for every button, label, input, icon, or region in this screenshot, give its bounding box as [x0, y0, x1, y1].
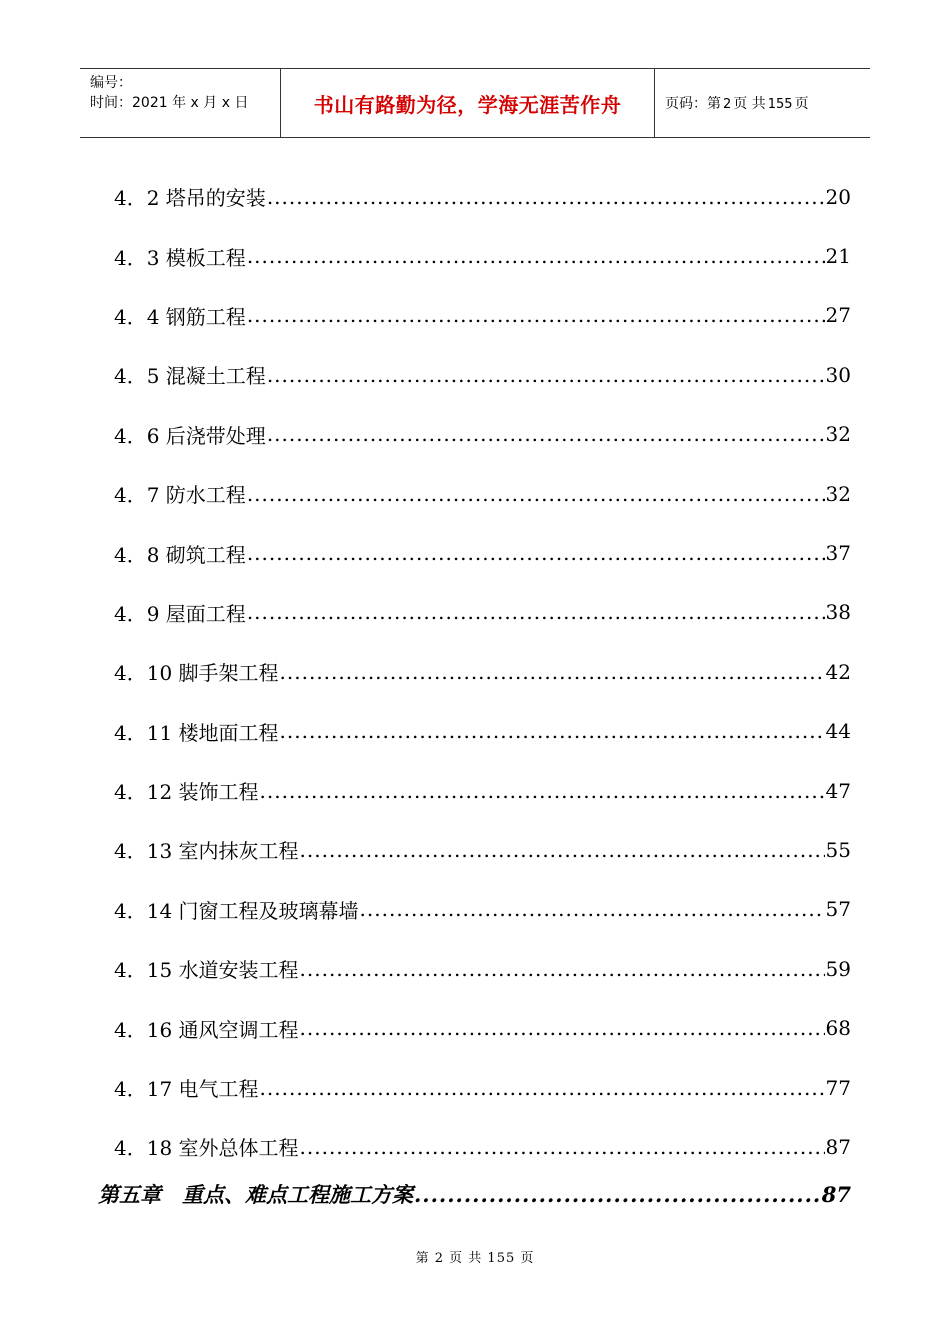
toc-entry[interactable] — [114, 1058, 851, 1117]
dot-leader — [247, 303, 825, 327]
page-number: 2 — [723, 97, 732, 112]
toc-entry-label: 4．5 混凝土工程 — [114, 364, 266, 389]
toc-entry[interactable] — [114, 523, 851, 582]
toc-entry[interactable] — [114, 880, 851, 939]
header-page-info — [655, 69, 870, 137]
toc-entry-label: 4．17 电气工程 — [114, 1077, 259, 1102]
toc-entry-label: 4．4 钢筋工程 — [114, 304, 246, 329]
dot-leader — [267, 363, 825, 387]
toc-entry-label: 4．14 门窗工程及玻璃幕墙 — [114, 898, 359, 923]
toc-entry-label: 4．15 水道安装工程 — [114, 958, 299, 983]
page-header — [80, 68, 870, 138]
toc-entry-page: 27 — [825, 303, 851, 328]
time-label: 时间：2021 年 x 月 x 日 — [90, 95, 249, 111]
page-footer: 第 2 页 共 155 页 — [415, 1251, 535, 1266]
dot-leader — [414, 1182, 821, 1207]
toc-entry-page: 47 — [825, 778, 851, 803]
toc-entry-label: 4．11 楼地面工程 — [114, 720, 279, 745]
dot-leader — [300, 838, 825, 862]
toc-entry[interactable] — [114, 702, 851, 761]
toc-entry-label: 4．3 模板工程 — [114, 245, 246, 270]
toc-entry-page: 30 — [825, 362, 851, 387]
page-prefix: 页码：第 — [665, 96, 721, 112]
page-mid: 页 共 — [733, 96, 766, 112]
dot-leader — [247, 244, 825, 268]
header-slogan: 书山有路勤为径，学海无涯苦作舟 — [313, 92, 622, 117]
toc-entry-page: 44 — [825, 719, 851, 744]
dot-leader — [280, 719, 825, 743]
dot-leader — [247, 482, 825, 506]
toc-entry[interactable] — [114, 286, 851, 345]
toc-entry-label: 4．9 屋面工程 — [114, 601, 246, 626]
toc-entry-page: 21 — [825, 244, 851, 269]
toc-entry[interactable] — [114, 998, 851, 1057]
page-info — [665, 93, 809, 113]
toc-entry-page: 57 — [825, 897, 851, 922]
toc-entry-page: 20 — [825, 184, 851, 209]
toc-entry-page: 87 — [825, 1134, 851, 1159]
dot-leader — [360, 897, 825, 921]
dot-leader — [247, 600, 825, 624]
chapter-page: 87 — [821, 1181, 851, 1207]
dot-leader — [247, 541, 825, 565]
toc-entry-label: 4．7 防水工程 — [114, 483, 246, 508]
dot-leader — [300, 957, 825, 981]
toc-entry-page: 77 — [825, 1075, 851, 1100]
toc-entry[interactable] — [114, 226, 851, 285]
dot-leader — [280, 660, 825, 684]
toc-entry-page: 42 — [825, 659, 851, 684]
toc-entry-label: 4．2 塔吊的安装 — [114, 186, 266, 211]
dot-leader — [300, 1135, 825, 1159]
toc-entry-label: 4．6 后浇带处理 — [114, 423, 266, 448]
toc-chapter-entry[interactable] — [98, 1172, 851, 1216]
toc-entry-label: 4．13 室内抹灰工程 — [114, 839, 299, 864]
page-total: 155 — [767, 97, 793, 112]
toc-entry-page: 38 — [825, 600, 851, 625]
dot-leader — [260, 1076, 825, 1100]
toc-entry-page: 32 — [825, 481, 851, 506]
toc-entry[interactable] — [114, 642, 851, 701]
table-of-contents — [114, 167, 851, 1177]
toc-entry[interactable] — [114, 464, 851, 523]
dot-leader — [267, 185, 825, 209]
toc-entry-label: 4．12 装饰工程 — [114, 780, 259, 805]
dot-leader — [267, 422, 825, 446]
serial-label: 编号： — [90, 75, 132, 91]
header-slogan-cell — [281, 69, 655, 137]
toc-entry-label: 4．16 通风空调工程 — [114, 1017, 299, 1042]
toc-entry[interactable] — [114, 405, 851, 464]
toc-entry-page: 68 — [825, 1016, 851, 1041]
page-suffix: 页 — [794, 96, 809, 112]
toc-entry[interactable] — [114, 345, 851, 404]
toc-entry-label: 4．18 室外总体工程 — [114, 1136, 299, 1161]
toc-entry-page: 32 — [825, 422, 851, 447]
dot-leader — [300, 1016, 825, 1040]
toc-entry-label: 4．10 脚手架工程 — [114, 661, 279, 686]
dot-leader — [260, 779, 825, 803]
toc-entry[interactable] — [114, 583, 851, 642]
toc-entry[interactable] — [114, 939, 851, 998]
header-meta — [80, 69, 281, 137]
toc-entry-page: 59 — [825, 956, 851, 981]
chapter-label: 第五章 重点、难点工程施工方案 — [98, 1182, 413, 1207]
toc-entry-page: 55 — [825, 837, 851, 862]
toc-entry-label: 4．8 砌筑工程 — [114, 542, 246, 567]
toc-entry[interactable] — [114, 761, 851, 820]
toc-entry-page: 37 — [825, 541, 851, 566]
toc-entry[interactable] — [114, 167, 851, 226]
toc-entry[interactable] — [114, 820, 851, 879]
toc-entry[interactable] — [114, 1117, 851, 1176]
